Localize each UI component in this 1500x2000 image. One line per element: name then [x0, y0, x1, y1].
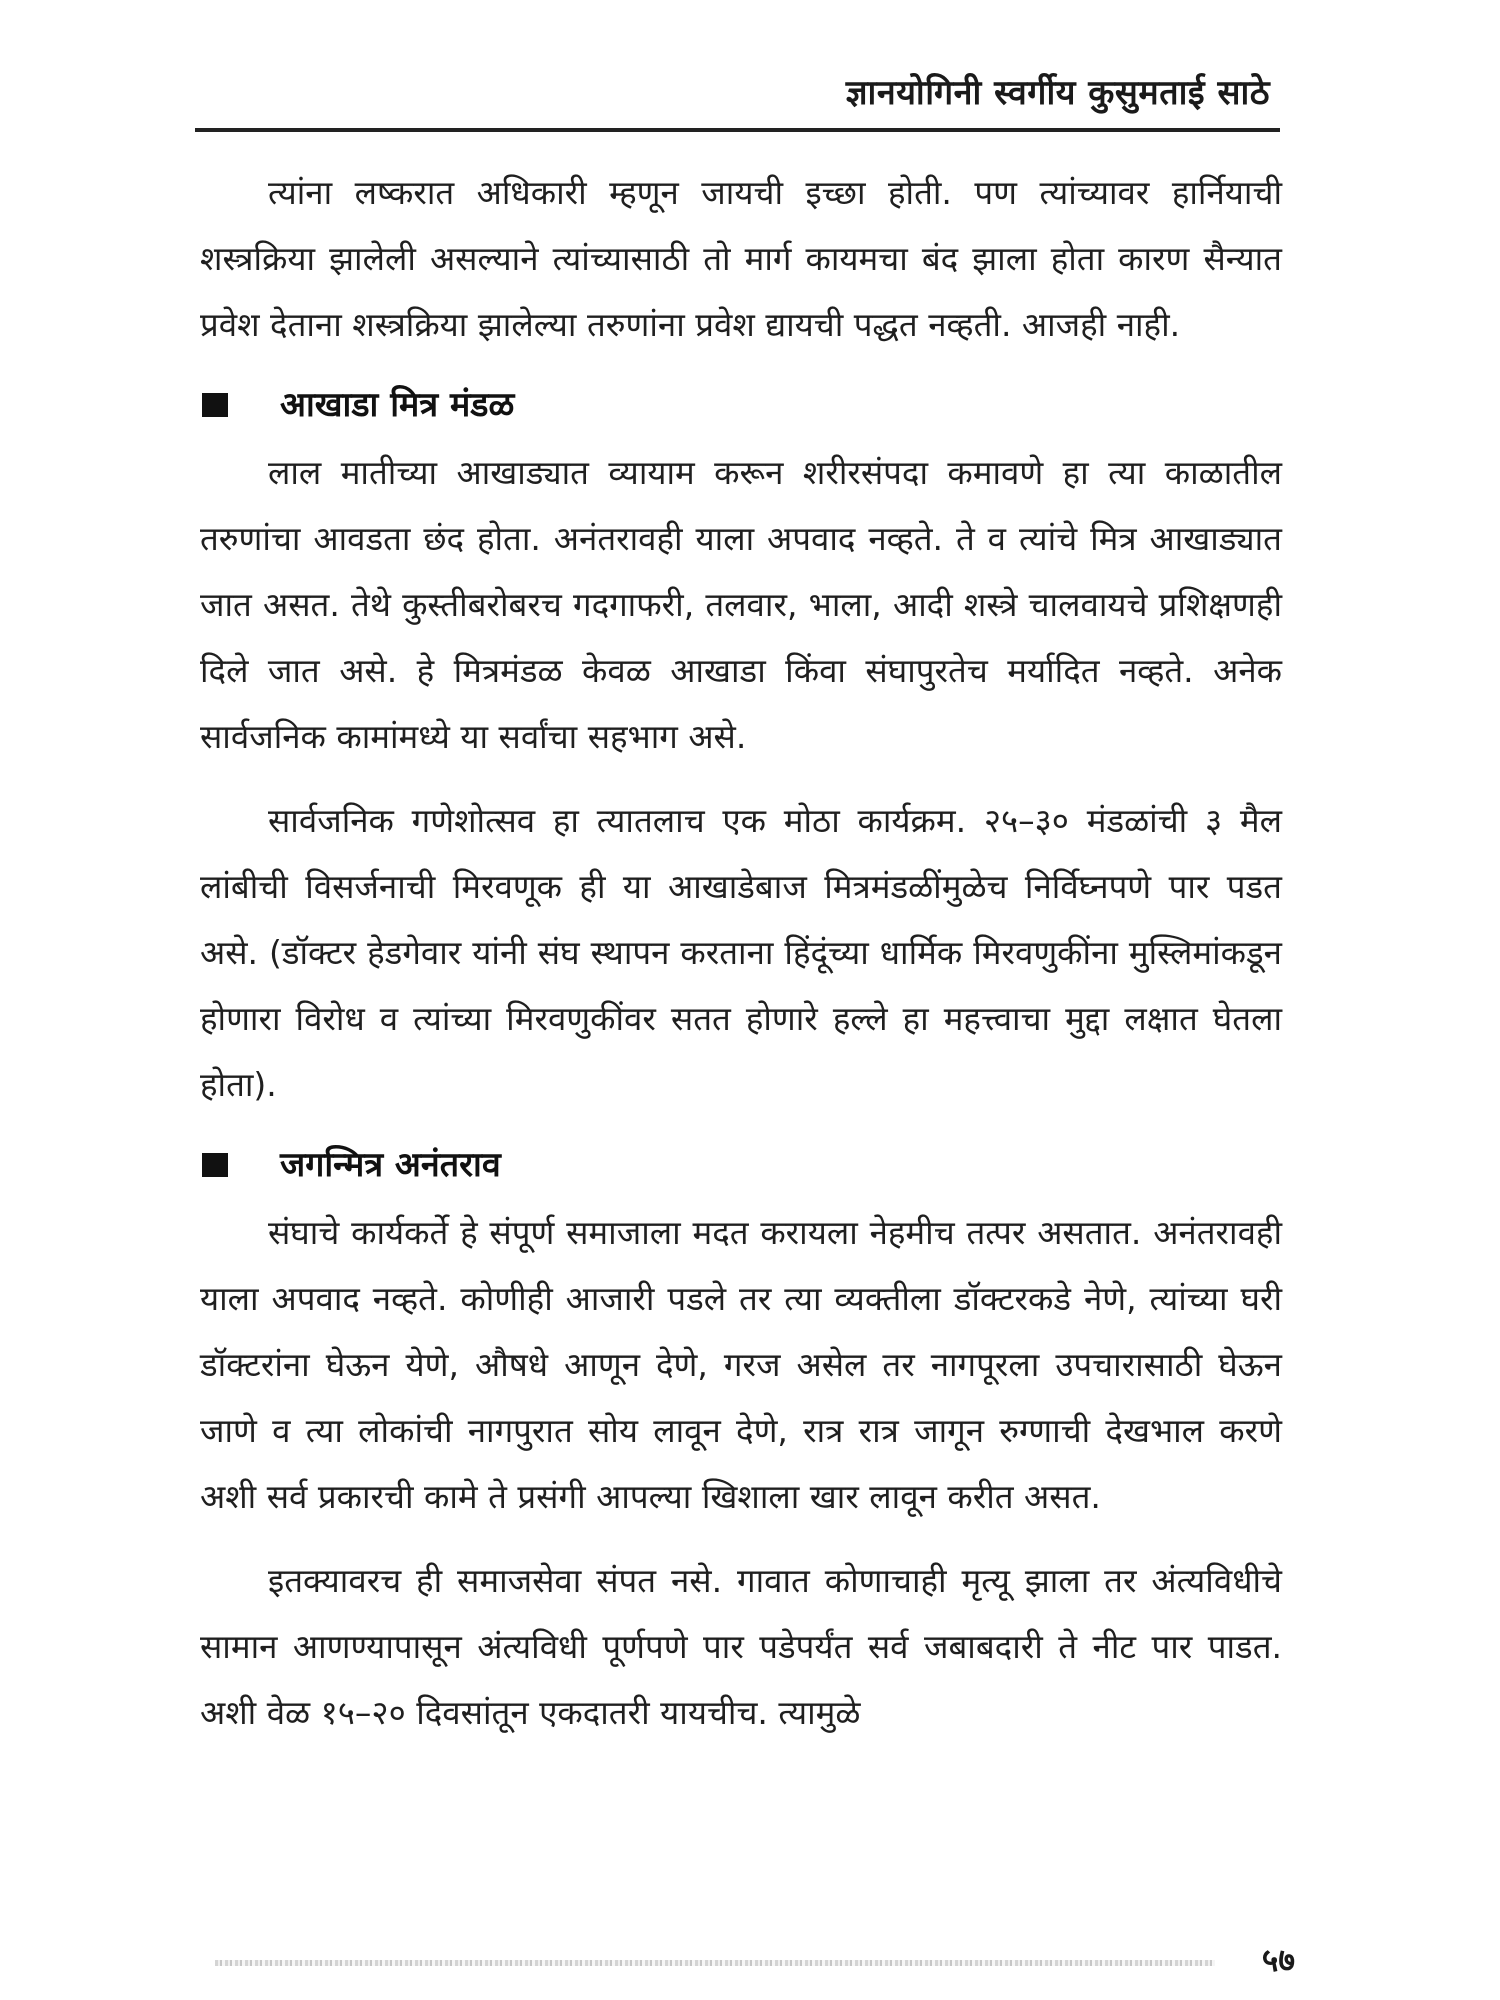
- paragraph-akhada: लाल मातीच्या आखाड्यात व्यायाम करून शरीरसंपदा कमावणे हा त्या काळातील तरुणांचा आवडता छंद होता. अनंतरावही याला अपवाद नव्हते. ते व त्यांचे मित्र आखाड्यात जात असत. तेथे कुस्तीबरोबरच गदगाफरी, तलवार, भाला, आदी शस्त्रे चालवायचे प्रशिक्षणही दिले जात असे. हे मित्रमंडळ केवळ आखाडा किंवा संघापुरतेच मर्यादित नव्हते. अनेक सार्वजनिक कामांमध्ये या सर्वांचा सहभाग असे.: [200, 453, 1282, 756]
- paragraph-ganeshotsav: सार्वजनिक गणेशोत्सव हा त्यातलाच एक मोठा कार्यक्रम. २५–३० मंडळांची ३ मैल लांबीची विसर्जनाची मिरवणूक ही या आखाडेबाज मित्रमंडळींमुळेच निर्विघ्नपणे पार पडत असे. (डॉक्टर हेडगेवार यांनी संघ स्थापन करताना हिंदूंच्या धार्मिक मिरवणुकींना मुस्लिमांकडून होणारा विरोध व त्यांच्या मिरवणुकींवर सतत होणारे हल्ले हा महत्त्वाचा मुद्दा लक्षात घेतला होता).: [200, 801, 1282, 1104]
- section-heading-akhada: [200, 370, 1282, 440]
- section-heading-text: आखाडा मित्र मंडळ: [280, 385, 515, 425]
- running-header: [195, 62, 1280, 132]
- page-footer: [215, 1938, 1305, 1978]
- body-text: [200, 160, 1282, 1746]
- square-bullet-icon: [202, 1153, 228, 1177]
- page-number: ५७: [1261, 1941, 1295, 1979]
- paragraph-social-work: संघाचे कार्यकर्ते हे संपूर्ण समाजाला मदत करायला नेहमीच तत्पर असतात. अनंतरावही याला अपवाद नव्हते. कोणीही आजारी पडले तर त्या व्यक्तीला डॉक्टरकडे नेणे, त्यांच्या घरी डॉक्टरांना घेऊन येणे, औषधे आणून देणे, गरज असेल तर नागपूरला उपचारासाठी घेऊन जाणे व त्या लोकांची नागपुरात सोय लावून देणे, रात्र रात्र जागून रुग्णाची देखभाल करणे अशी सर्व प्रकारची कामे ते प्रसंगी आपल्या खिशाला खार लावून करीत असत.: [200, 1213, 1282, 1516]
- section-heading-text: जगन्मित्र अनंतराव: [280, 1145, 501, 1185]
- footer-rule: [215, 1960, 1215, 1966]
- section-heading-jaganmitra: [200, 1130, 1282, 1200]
- square-bullet-icon: [202, 393, 228, 417]
- paragraph-army-ambition: त्यांना लष्करात अधिकारी म्हणून जायची इच्छा होती. पण त्यांच्यावर हार्नियाची शस्त्रक्रिया झालेली असल्याने त्यांच्यासाठी तो मार्ग कायमचा बंद झाला होता कारण सैन्यात प्रवेश देताना शस्त्रक्रिया झालेल्या तरुणांना प्रवेश द्यायची पद्धत नव्हती. आजही नाही.: [200, 173, 1282, 344]
- paragraph-funeral-service: इतक्यावरच ही समाजसेवा संपत नसे. गावात कोणाचाही मृत्यू झाला तर अंत्यविधीचे सामान आणण्यापासून अंत्यविधी पूर्णपणे पार पडेपर्यंत सर्व जबाबदारी ते नीट पार पाडत. अशी वेळ १५–२० दिवसांतून एकदातरी यायचीच. त्यामुळे: [200, 1561, 1282, 1732]
- running-header-title: ज्ञानयोगिनी स्वर्गीय कुसुमताई साठे: [845, 73, 1270, 113]
